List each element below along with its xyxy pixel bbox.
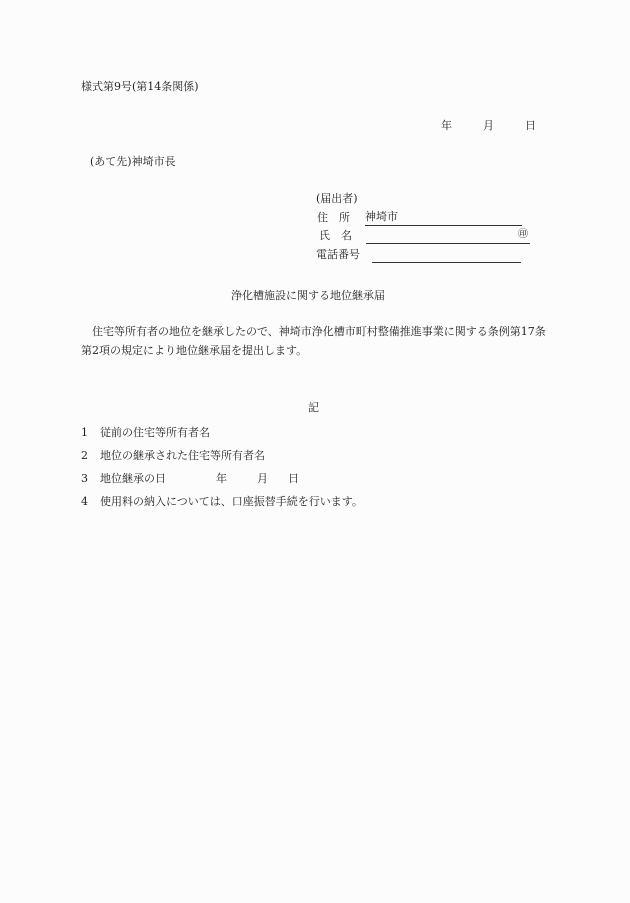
item-text: 地位の継承された住宅等所有者名 xyxy=(100,449,265,462)
succession-year: 年 xyxy=(216,472,227,485)
address-field[interactable] xyxy=(365,211,522,226)
item-text: 従前の住宅等所有者名 xyxy=(100,426,210,439)
seal-icon: ㊞ xyxy=(518,229,528,240)
ki-heading: 記 xyxy=(308,401,319,414)
item-text: 地位継承の日 xyxy=(100,472,166,485)
document-title: 浄化槽施設に関する地位継承届 xyxy=(231,289,385,302)
address-value: 神埼市 xyxy=(365,210,398,223)
name-field[interactable] xyxy=(366,229,530,244)
phone-field[interactable] xyxy=(372,248,521,263)
submission-date xyxy=(441,119,536,133)
addressee: (あて先)神埼市長 xyxy=(90,155,176,168)
date-month: 月 xyxy=(483,119,494,132)
form-number: 様式第9号(第14条関係) xyxy=(81,80,199,93)
date-year: 年 xyxy=(441,119,452,132)
applicant-heading: (届出者) xyxy=(316,192,358,205)
item-number: 1 xyxy=(81,426,88,439)
phone-label: 電話番号 xyxy=(316,248,360,261)
body-paragraph: 住宅等所有者の地位を継承したので、神埼市浄化槽市町村整備推進事業に関する条例第17条第2項の規定により地位継承届を提出します。 xyxy=(81,325,546,357)
date-day: 日 xyxy=(525,119,536,132)
name-label: 氏 名 xyxy=(319,229,352,242)
succession-month: 月 xyxy=(257,472,268,485)
item-number: 2 xyxy=(81,449,88,462)
item-number: 4 xyxy=(81,495,88,508)
name-row xyxy=(0,229,630,245)
address-row xyxy=(0,211,630,227)
item-number: 3 xyxy=(81,472,88,485)
address-label: 住 所 xyxy=(317,211,350,224)
phone-row xyxy=(0,248,630,264)
succession-day: 日 xyxy=(288,472,299,485)
item-text: 使用料の納入については、口座振替手続を行います。 xyxy=(100,495,363,508)
